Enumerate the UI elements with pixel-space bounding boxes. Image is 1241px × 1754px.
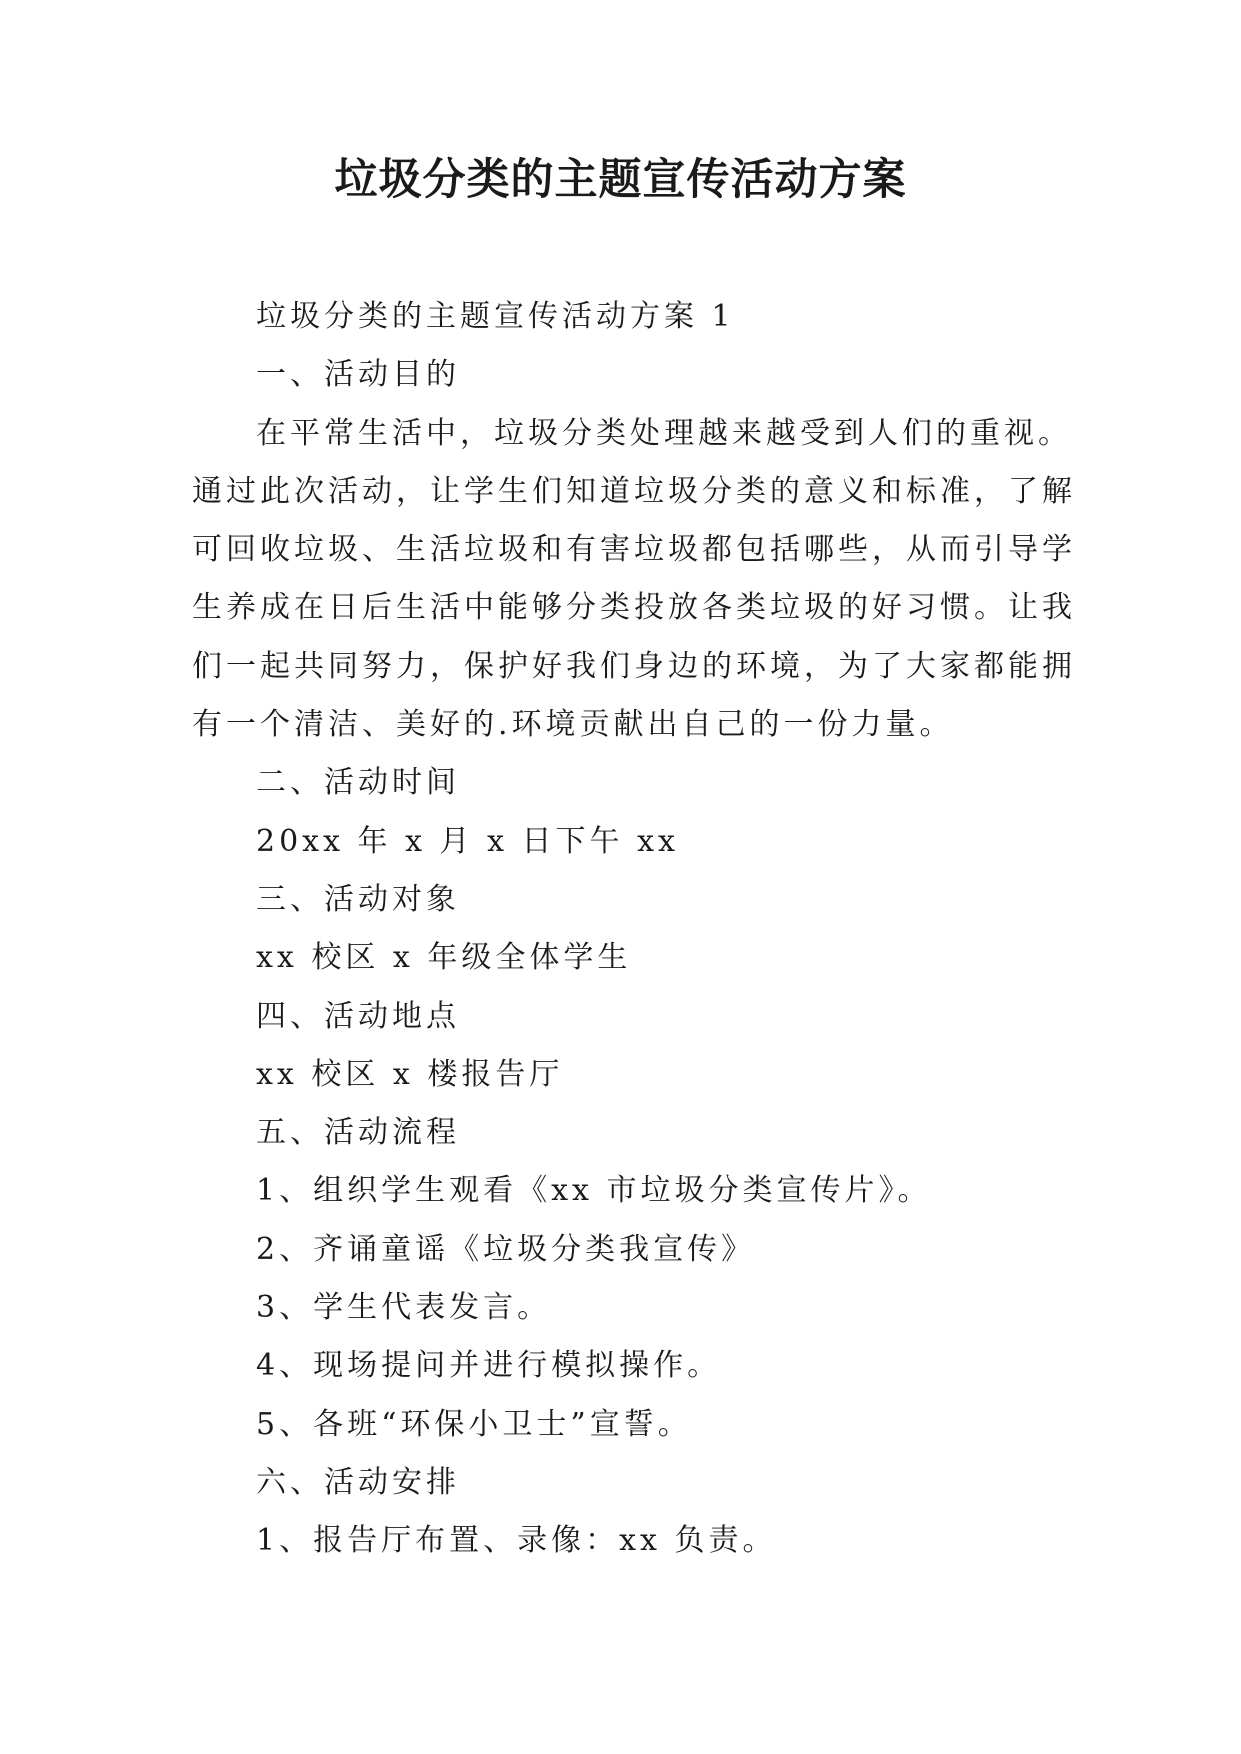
doc-heading: 垃圾分类的主题宣传活动方案 1: [256, 299, 735, 334]
section-heading-purpose: 一、活动目的: [256, 357, 460, 393]
section-heading-audience: 三、活动对象: [256, 881, 460, 917]
process-item: 2、齐诵童谣《垃圾分类我宣传》: [256, 1231, 756, 1267]
paragraph-line: 有一个清洁、美好的.环境贡献出自己的一份力量。: [192, 707, 954, 743]
paragraph-line: 生养成在日后生活中能够分类投放各类垃圾的好习惯。让我: [192, 590, 1076, 626]
location-text: xx 校区 x 楼报告厅: [256, 1056, 564, 1092]
section-heading-arrangement: 六、活动安排: [256, 1464, 460, 1500]
paragraph-line: 通过此次活动，让学生们知道垃圾分类的意义和标准，了解: [192, 473, 1076, 509]
paragraph-line: 们一起共同努力，保护好我们身边的环境，为了大家都能拥: [192, 648, 1076, 684]
process-item: 4、现场提问并进行模拟操作。: [256, 1348, 722, 1384]
arrangement-item: 1、报告厅布置、录像：xx 负责。: [256, 1523, 777, 1559]
section-heading-time: 二、活动时间: [256, 765, 460, 801]
section-heading-process: 五、活动流程: [256, 1115, 460, 1151]
paragraph-line: 在平常生活中，垃圾分类处理越来越受到人们的重视。: [256, 415, 1072, 451]
document-title: 垃圾分类的主题宣传活动方案: [334, 155, 907, 205]
process-item: 1、组织学生观看《xx 市垃圾分类宣传片》。: [256, 1173, 932, 1209]
time-text: 20xx 年 x 月 x 日下午 xx: [256, 823, 679, 859]
process-item: 3、学生代表发言。: [256, 1290, 552, 1326]
paragraph-line: 可回收垃圾、生活垃圾和有害垃圾都包括哪些，从而引导学: [192, 532, 1076, 568]
audience-text: xx 校区 x 年级全体学生: [256, 940, 632, 976]
document-body: [192, 288, 1076, 1571]
section-heading-location: 四、活动地点: [256, 998, 460, 1034]
process-item: 5、各班“环保小卫士”宣誓。: [256, 1406, 692, 1442]
